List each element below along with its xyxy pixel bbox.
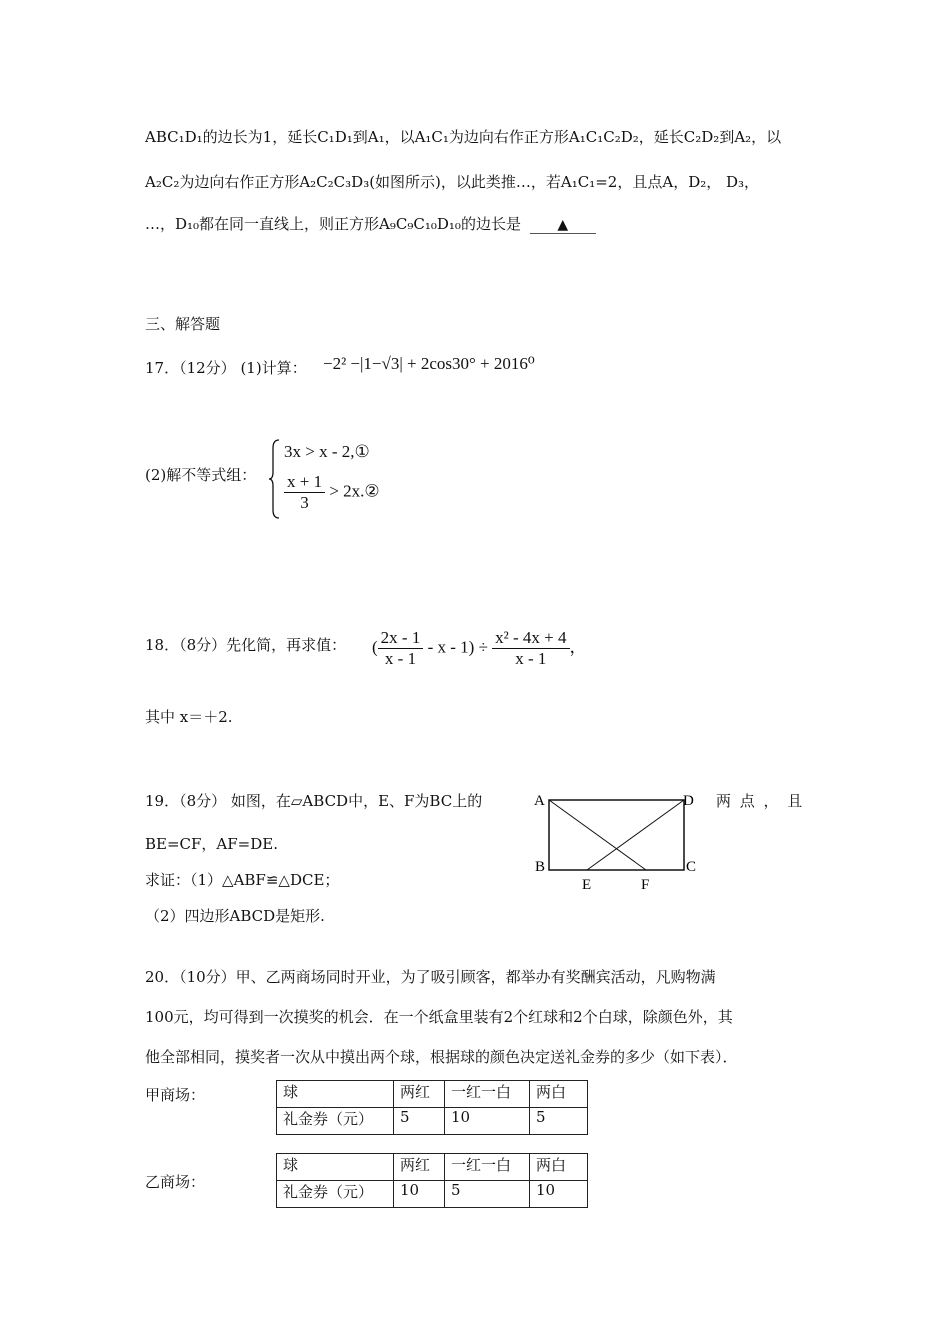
left-brace-icon bbox=[268, 438, 282, 520]
answer-mark: ▲ bbox=[557, 217, 569, 233]
q18-condition: 其中 x＝＋2. bbox=[145, 708, 233, 726]
table-cell: 10 bbox=[530, 1181, 588, 1208]
answer-blank bbox=[530, 215, 596, 234]
frac1-numerator: 2x - 1 bbox=[378, 628, 424, 649]
q17-label: 17．（12分） (1)计算： bbox=[145, 359, 307, 377]
q16-line1: ABC₁D₁的边长为1，延长C₁D₁到A₁，以A₁C₁为边向右作正方形A₁C₁C₂D₂，延长C₂D₂到A₂，以 bbox=[145, 128, 782, 146]
vertex-b: B bbox=[535, 859, 546, 875]
table-row bbox=[277, 1181, 588, 1208]
table-cell: 礼金券（元） bbox=[277, 1108, 394, 1135]
table-row bbox=[277, 1108, 588, 1135]
mall-b-label: 乙商场： bbox=[145, 1173, 206, 1191]
table-cell: 5 bbox=[530, 1108, 588, 1135]
q18-mid: - x - 1) ÷ bbox=[427, 637, 488, 657]
gift-table-b bbox=[276, 1153, 588, 1208]
vertex-c: C bbox=[686, 859, 697, 875]
q16-line3-text: …，D₁₀都在同一直线上，则正方形A₉C₉C₁₀D₁₀的边长是 bbox=[145, 215, 521, 233]
open-paren: ( bbox=[372, 637, 378, 657]
q17-part2-label: (2)解不等式组： bbox=[145, 466, 257, 484]
q19-line1-tail: 两 点 ， 且 bbox=[716, 792, 805, 810]
frac2-numerator: x² - 4x + 4 bbox=[492, 628, 569, 649]
q16-line3 bbox=[145, 213, 596, 234]
inequality-2 bbox=[284, 472, 380, 513]
table-cell: 10 bbox=[394, 1181, 445, 1208]
table-cell: 两红 bbox=[394, 1081, 445, 1108]
table-cell: 两白 bbox=[530, 1081, 588, 1108]
rectangle-diagram bbox=[530, 788, 710, 898]
inequality-system bbox=[268, 438, 408, 520]
vertex-a: A bbox=[534, 793, 545, 809]
q20-line2: 100元，均可得到一次摸奖的机会．在一个纸盒里装有2个红球和2个白球，除颜色外，其 bbox=[145, 1008, 733, 1026]
ineq2-numerator: x + 1 bbox=[284, 472, 325, 493]
table-cell: 10 bbox=[445, 1108, 530, 1135]
point-f: F bbox=[641, 877, 650, 893]
table-cell: 5 bbox=[394, 1108, 445, 1135]
table-cell: 球 bbox=[277, 1154, 394, 1181]
inequality-1: 3x > x - 2,① bbox=[284, 442, 370, 461]
q16-line2: A₂C₂为边向右作正方形A₂C₂C₃D₃(如图所示)，以此类推…，若A₁C₁=2，且点A，D₂， D₃， bbox=[145, 173, 760, 191]
vertex-d: D bbox=[683, 793, 694, 809]
q19-line1: 19．（8分） 如图，在▱ABCD中，E、F为BC上的 bbox=[145, 792, 483, 810]
section-title: 三、解答题 bbox=[145, 315, 221, 333]
frac1-denominator: x - 1 bbox=[384, 649, 417, 668]
q18-tail: ， bbox=[569, 637, 587, 657]
table-cell: 两红 bbox=[394, 1154, 445, 1181]
q19-line4: （2）四边形ABCD是矩形. bbox=[145, 907, 325, 925]
q18-label: 18．（8分）先化简，再求值： bbox=[145, 636, 347, 654]
q20-line3: 他全部相同，摸奖者一次从中摸出两个球，根据球的颜色决定送礼金券的多少（如下表）． bbox=[145, 1048, 738, 1066]
mall-a-label: 甲商场： bbox=[145, 1086, 206, 1104]
q19-figure bbox=[530, 788, 710, 898]
gift-table-a bbox=[276, 1080, 588, 1135]
q17-expression: −2² −|1−√3| + 2cos30° + 2016⁰ bbox=[323, 354, 535, 373]
table-cell: 5 bbox=[445, 1181, 530, 1208]
q19-line2: BE=CF，AF=DE. bbox=[145, 835, 278, 853]
frac2-denominator: x - 1 bbox=[515, 649, 547, 668]
ineq2-rest: > 2x.② bbox=[329, 481, 380, 501]
q18-expression bbox=[372, 628, 587, 669]
table-cell: 两白 bbox=[530, 1154, 588, 1181]
ineq2-denominator: 3 bbox=[300, 493, 309, 512]
table-cell: 一红一白 bbox=[445, 1081, 530, 1108]
q20-line1: 20．（10分）甲、乙两商场同时开业，为了吸引顾客，都举办有奖酬宾活动，凡购物满 bbox=[145, 968, 716, 986]
table-cell: 一红一白 bbox=[445, 1154, 530, 1181]
table-row bbox=[277, 1154, 588, 1181]
q19-line3: 求证：（1）△ABF≌△DCE； bbox=[145, 871, 340, 889]
point-e: E bbox=[582, 877, 592, 893]
table-row bbox=[277, 1081, 588, 1108]
table-cell: 球 bbox=[277, 1081, 394, 1108]
table-cell: 礼金券（元） bbox=[277, 1181, 394, 1208]
